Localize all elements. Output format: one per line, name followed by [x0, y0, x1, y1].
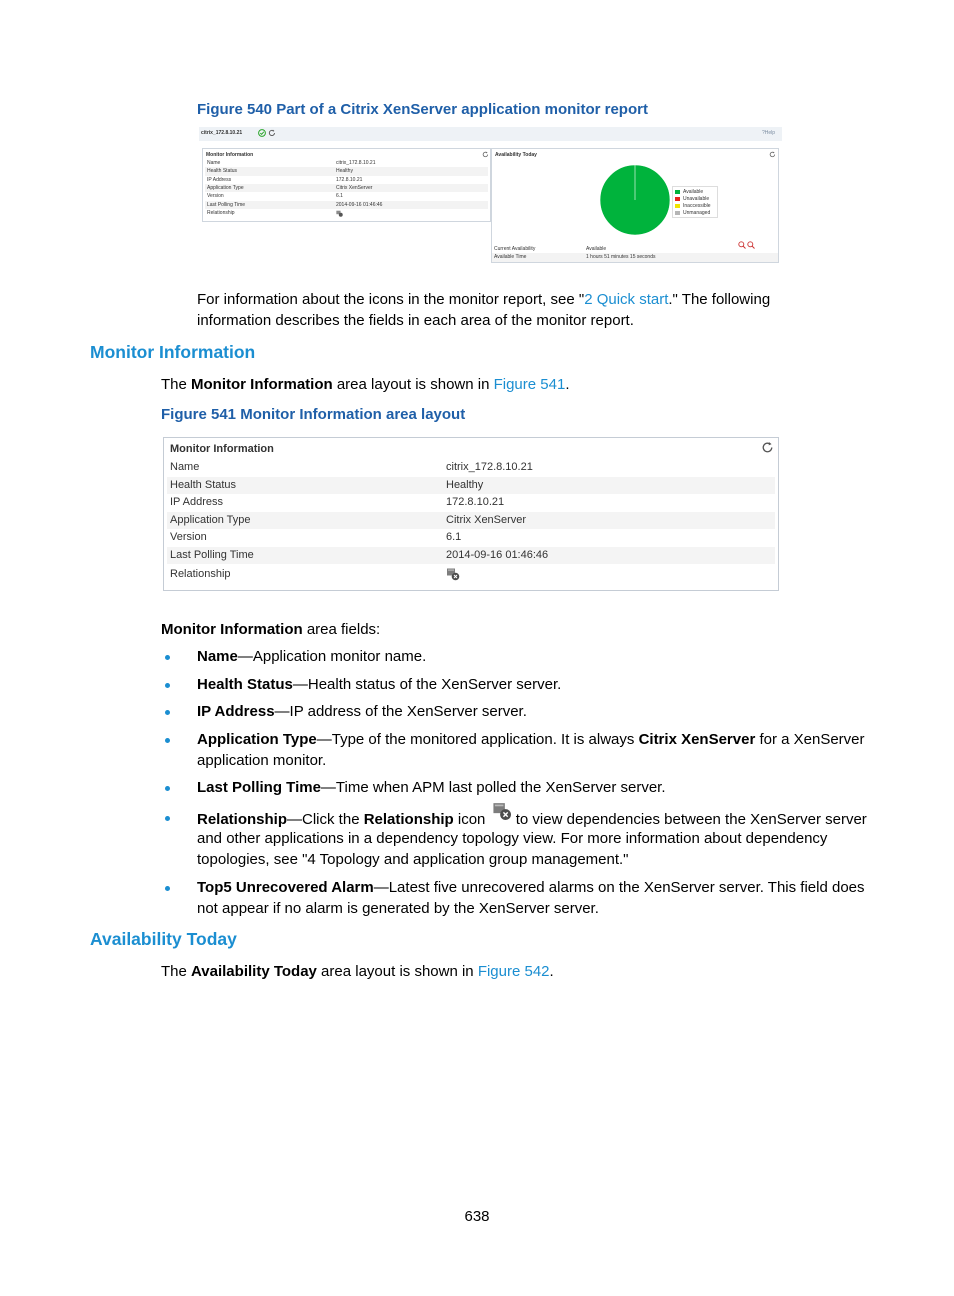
help-link[interactable]: ?Help	[762, 130, 776, 136]
mini-row: Last Polling Time 2014-09-16 01:46:46	[205, 201, 488, 209]
field-item-application-type: Application Type—Type of the monitored application. It is always Citrix XenServer for a XenServer	[197, 731, 865, 748]
bullet-dot	[165, 655, 170, 660]
fields-intro: Monitor Information area fields:	[161, 621, 381, 638]
field-item-name: Name—Application monitor name.	[197, 648, 427, 665]
field-item-top5-unrecovered-alarm: Top5 Unrecovered Alarm—Latest five unrecovered alarms on the XenServer server. This field does	[197, 879, 865, 896]
figure-542-link[interactable]: Figure 542	[477, 963, 550, 980]
figure-540-caption: Figure 540 Part of a Citrix XenServer application monitor report	[197, 101, 648, 118]
refresh-icon[interactable]	[761, 441, 774, 459]
mini-row: Current Availability Available	[494, 246, 607, 252]
table-row: Relationship	[167, 566, 775, 584]
bullet-dot	[165, 886, 170, 891]
mini-row: Version 6.1	[207, 193, 343, 200]
mini-row: Name citrix_172.8.10.21	[207, 160, 376, 166]
bullet-dot	[165, 738, 170, 743]
report-header-bar	[199, 127, 782, 141]
bullet-dot	[165, 816, 170, 821]
figure-541-link[interactable]: Figure 541	[493, 376, 566, 393]
status-ok-icon	[258, 129, 266, 139]
table-row: IP Address 172.8.10.21	[170, 496, 505, 508]
mini-row: Relationship	[205, 209, 488, 217]
field-item-ip-address: IP Address—IP address of the XenServer server.	[197, 703, 527, 720]
relationship-icon[interactable]	[336, 210, 343, 220]
page-number: 638	[464, 1208, 490, 1225]
mini-availability-refresh-icon[interactable]	[769, 151, 776, 160]
monitor-information-intro: The Monitor Information area layout is shown in Figure 541.	[161, 376, 570, 393]
intro-paragraph-line1: For information about the icons in the monitor report, see "2 Quick start." The following	[197, 291, 771, 308]
intro-paragraph-line2: information describes the fields in each area of the monitor report.	[197, 312, 634, 329]
availability-pie-chart	[598, 163, 672, 237]
figure-540-screenshot	[199, 127, 782, 264]
field-item-top5-unrecovered-alarm-line2: not appear if no alarm is generated by the XenServer server.	[197, 900, 599, 917]
report-header-name: citrix_172.8.10.21	[201, 130, 243, 136]
mini-row: Health Status Healthy	[205, 167, 488, 175]
bullet-dot	[165, 683, 170, 688]
relationship-icon	[490, 807, 512, 825]
table-row: Last Polling Time 2014-09-16 01:46:46	[167, 547, 775, 565]
panel-title: Monitor Information	[170, 443, 274, 455]
field-item-health-status: Health Status—Health status of the XenServer server.	[197, 676, 562, 693]
table-row: Version 6.1	[170, 531, 462, 543]
quick-start-link[interactable]: 2 Quick start	[584, 291, 669, 308]
mini-row: Application Type Citrix XenServer	[205, 184, 488, 192]
pie-legend: Available Unavailable Inaccessible Unmanaged	[672, 186, 718, 218]
mini-availability-title: Availability Today	[495, 152, 537, 158]
field-item-relationship: Relationship—Click the Relationship icon to view dependencies between the XenServer server	[197, 807, 867, 830]
mini-row: Available Time 1 hours 51 minutes 15 seconds	[492, 253, 778, 261]
relationship-icon[interactable]	[446, 567, 460, 588]
table-row: Application Type Citrix XenServer	[167, 512, 775, 530]
table-row: Name citrix_172.8.10.21	[170, 461, 533, 473]
field-item-last-polling-time: Last Polling Time—Time when APM last polled the XenServer server.	[197, 779, 666, 796]
monitor-information-panel	[163, 437, 779, 591]
mini-monitor-panel	[202, 148, 491, 222]
figure-541-caption: Figure 541 Monitor Information area layout	[161, 406, 466, 423]
help-icon: ?	[762, 130, 765, 136]
mini-monitor-title: Monitor Information	[206, 152, 254, 158]
table-row: Health Status Healthy	[167, 477, 775, 495]
refresh-icon[interactable]	[268, 129, 276, 139]
field-item-application-type-line2: application monitor.	[197, 752, 327, 769]
mini-availability-panel	[491, 148, 779, 263]
mini-row: IP Address 172.8.10.21	[207, 176, 363, 183]
bullet-dot	[165, 786, 170, 791]
section-heading-availability-today: Availability Today	[90, 929, 237, 949]
field-item-relationship-line3: topologies, see "4 Topology and application group management."	[197, 851, 629, 868]
availability-today-intro: The Availability Today area layout is shown in Figure 542.	[161, 963, 554, 980]
field-item-relationship-line2: and other applications in a dependency topology view. For more information about dependency	[197, 830, 828, 847]
section-heading-monitor-information: Monitor Information	[90, 342, 256, 362]
bullet-dot	[165, 710, 170, 715]
